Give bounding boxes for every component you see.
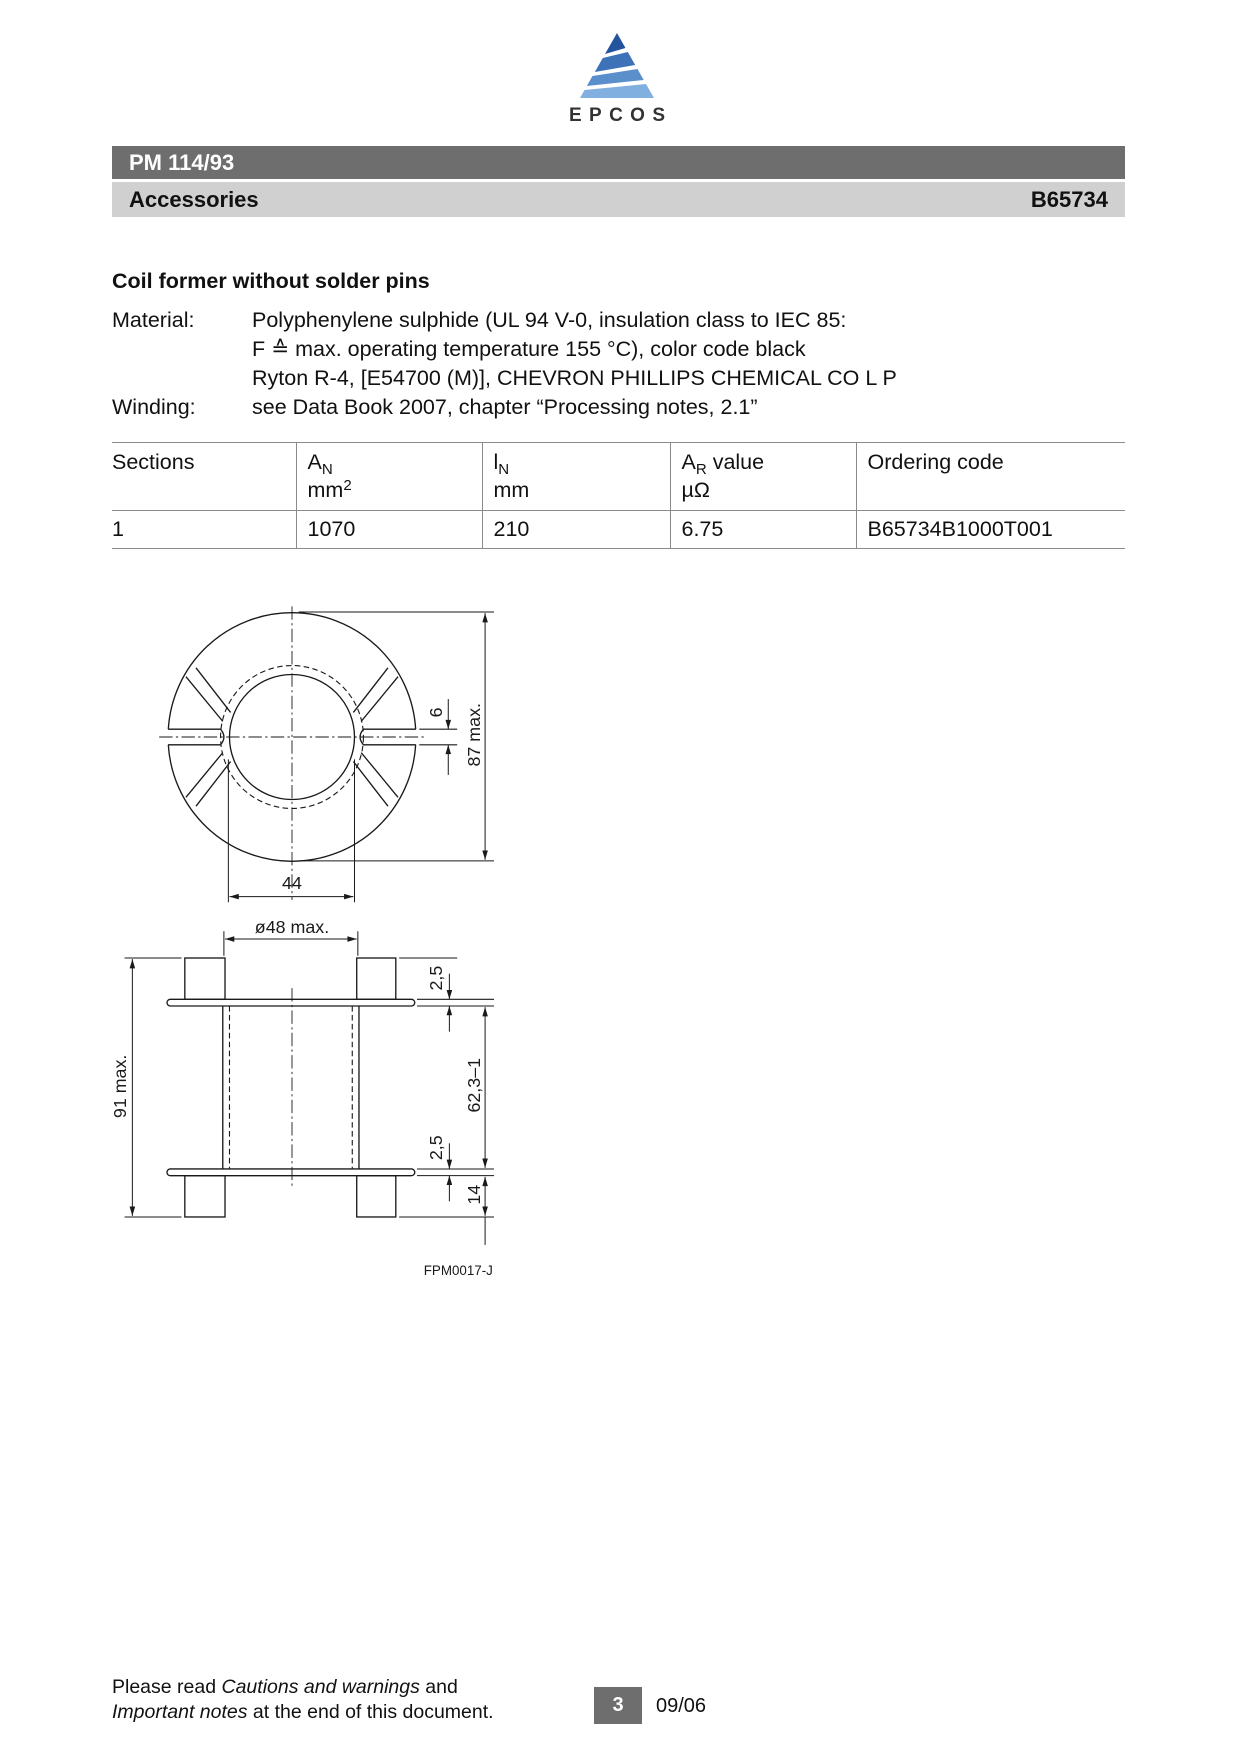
side-view <box>167 958 415 1217</box>
header-unit: mm <box>493 478 530 502</box>
header-sections <box>112 443 296 511</box>
header-ln <box>482 443 670 511</box>
material-line: F ≙ max. operating temperature 155 °C), color code black <box>252 337 806 361</box>
rib-line <box>361 753 398 798</box>
top-right-stub <box>357 958 396 999</box>
product-title: Coil former without solder pins <box>112 269 430 293</box>
ordering-table <box>112 442 1125 549</box>
rib-line <box>186 753 223 798</box>
top-left-stub <box>185 958 225 999</box>
product-bar <box>112 146 1125 179</box>
cautions-reference: Cautions and warnings <box>221 1676 420 1698</box>
header-unit: µΩ <box>681 478 710 502</box>
rib-line <box>196 762 231 807</box>
ext-line <box>399 958 494 1006</box>
winding-row <box>112 393 897 422</box>
important-notes-reference: Important notes <box>112 1701 248 1723</box>
footer-note <box>112 1675 494 1725</box>
table-header-row <box>112 443 1125 511</box>
material-block <box>112 306 897 422</box>
winding-text: see Data Book 2007, chapter “Processing notes, 2.1” <box>252 395 758 419</box>
rib-line <box>186 677 223 722</box>
header-label: A <box>307 450 322 474</box>
header-label: A <box>681 450 696 474</box>
winding-label: Winding: <box>112 395 196 419</box>
top-view <box>159 606 426 900</box>
header-subscript: N <box>321 460 333 478</box>
header-label: l <box>493 450 499 474</box>
spacer <box>112 335 252 364</box>
page-number: 3 <box>594 1687 642 1724</box>
cell-sections: 1 <box>112 511 296 549</box>
figure-code: FPM0017-J <box>423 1263 493 1279</box>
material-row-1 <box>112 306 897 335</box>
logo-wordmark: EPCOS <box>569 105 665 125</box>
header-ar <box>670 443 856 511</box>
material-row-3 <box>112 364 897 393</box>
upper-flange <box>167 999 415 1006</box>
cell-ordering-code: B65734B1000T001 <box>856 511 1125 549</box>
spacer <box>112 364 252 393</box>
header-an <box>296 443 482 511</box>
label-pin-length: 14 <box>463 1184 484 1205</box>
logo-band-1 <box>605 33 626 54</box>
label-diameter-max: ø48 max. <box>254 916 330 937</box>
table-row <box>112 511 1125 549</box>
header-ordering-code <box>856 443 1125 511</box>
rib-line <box>353 762 388 807</box>
logo-band-4 <box>580 84 654 98</box>
lower-flange <box>167 1169 415 1176</box>
cell-an: 1070 <box>296 511 482 549</box>
material-label: Material: <box>112 308 195 332</box>
label-height-max: 87 max. <box>463 703 484 767</box>
part-number: B65734 <box>1030 187 1108 212</box>
footer-text: and <box>419 1676 458 1698</box>
epcos-logo <box>562 30 672 125</box>
header-unit: mm <box>307 478 344 502</box>
footer-line-2 <box>112 1700 494 1725</box>
logo-band-2 <box>595 52 635 72</box>
label-flange-lower: 2,5 <box>425 1135 446 1161</box>
cell-ln: 210 <box>482 511 670 549</box>
coil-former-drawing <box>100 603 513 1284</box>
label-flange-upper: 2,5 <box>425 965 446 991</box>
dimension-labels <box>110 703 493 1278</box>
material-line: Ryton R-4, [E54700 (M)], CHEVRON PHILLIPS CHEMICAL CO L P <box>252 366 897 390</box>
ext-line <box>419 729 457 745</box>
header-label: Ordering code <box>867 450 1004 474</box>
label-bore: 44 <box>282 873 302 894</box>
header-subscript: N <box>498 460 510 478</box>
material-line: Polyphenylene sulphide (UL 94 V-0, insulation class to IEC 85: <box>252 308 847 332</box>
label-winding-height: 62,3–1 <box>463 1057 484 1113</box>
header-subscript: R <box>695 460 707 478</box>
header-suffix: value <box>706 450 765 474</box>
product-name: PM 114/93 <box>129 150 235 175</box>
footer-line-1 <box>112 1675 494 1700</box>
header-label: Sections <box>112 450 195 474</box>
rib-line <box>353 668 388 713</box>
footer-text: Please read <box>112 1676 222 1698</box>
document-date: 09/06 <box>656 1695 707 1717</box>
footer-text: at the end of this document. <box>247 1701 494 1723</box>
section-name: Accessories <box>129 187 259 212</box>
bottom-left-stub <box>185 1176 225 1217</box>
label-slot-width: 6 <box>425 707 446 718</box>
bottom-right-stub <box>357 1176 396 1217</box>
material-row-2 <box>112 335 897 364</box>
rib-line <box>196 668 231 713</box>
cell-ar: 6.75 <box>670 511 856 549</box>
rib-line <box>361 677 398 722</box>
header-unit-superscript: 2 <box>343 477 352 495</box>
label-total-height: 91 max. <box>110 1054 131 1119</box>
ext-line <box>125 958 182 1217</box>
section-bar <box>112 182 1125 217</box>
